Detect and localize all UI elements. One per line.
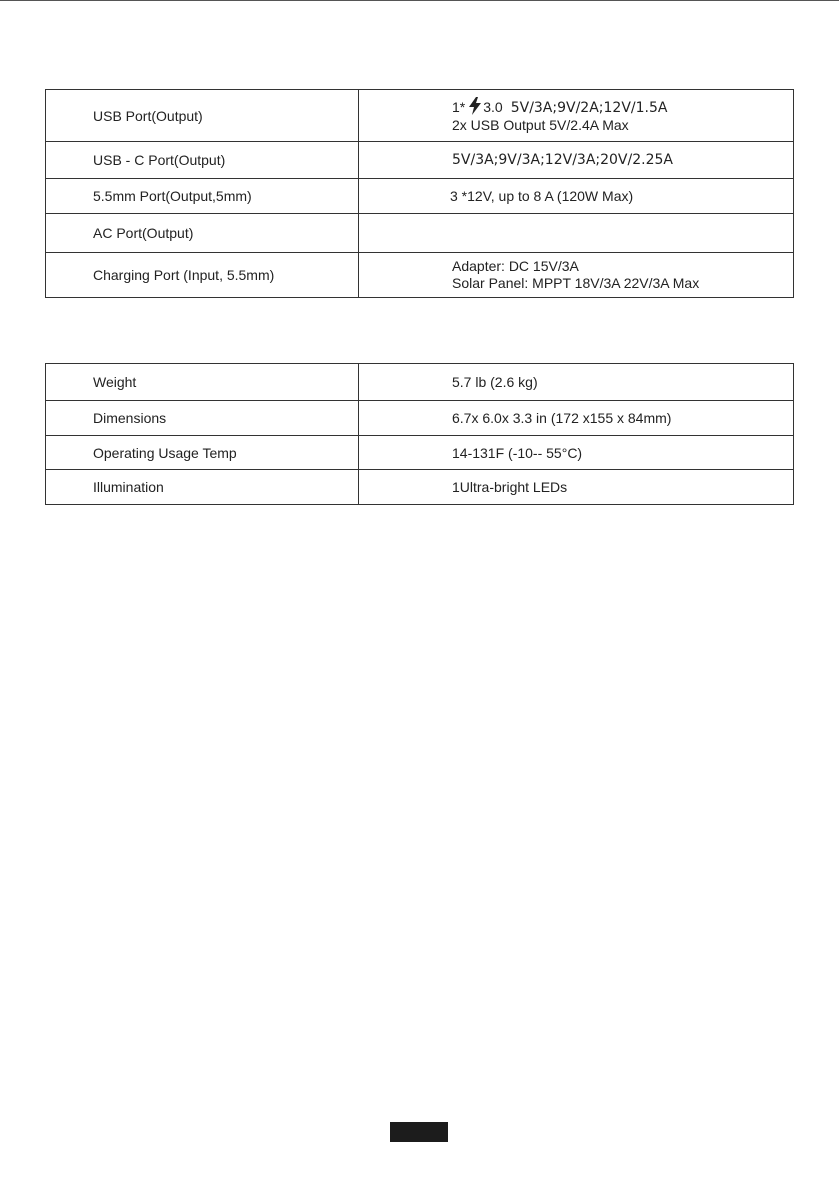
spec-label: Dimensions — [46, 401, 359, 436]
spec-value: 1Ultra-bright LEDs — [359, 470, 794, 505]
spec-label: AC Port(Output) — [46, 214, 359, 253]
table-row — [46, 142, 794, 179]
spec-value-charging — [359, 253, 794, 298]
usb-value-line-1 — [452, 97, 793, 117]
spec-value: 3 *12V, up to 8 A (120W Max) — [359, 179, 794, 214]
spec-value: 5.7 lb (2.6 kg) — [359, 364, 794, 401]
table-row — [46, 90, 794, 142]
table-row — [46, 179, 794, 214]
spec-label: USB Port(Output) — [46, 90, 359, 142]
table-row — [46, 401, 794, 436]
usb-count: 1* — [452, 99, 466, 115]
spec-value: 14-131F (-10-- 55°C) — [359, 436, 794, 470]
spec-label: Operating Usage Temp — [46, 436, 359, 470]
spec-label: 5.5mm Port(Output,5mm) — [46, 179, 359, 214]
general-spec-table — [45, 363, 794, 505]
spec-label: Charging Port (Input, 5.5mm) — [46, 253, 359, 298]
charging-adapter: Adapter: DC 15V/3A — [452, 258, 579, 274]
lightning-bolt-icon — [469, 97, 481, 115]
spec-value — [359, 214, 794, 253]
usb-value-line-2: 2x USB Output 5V/2.4A Max — [452, 117, 629, 133]
spec-label: Weight — [46, 364, 359, 401]
usb-fast-output: 5V/3A;9V/2A;12V/1.5A — [510, 100, 668, 116]
page-top-rule — [0, 0, 839, 1]
spec-value: 6.7x 6.0x 3.3 in (172 x155 x 84mm) — [359, 401, 794, 436]
ports-spec-table — [45, 89, 794, 298]
quick-charge-version: 3.0 — [483, 99, 503, 115]
spec-label: Illumination — [46, 470, 359, 505]
spec-label: USB - C Port(Output) — [46, 142, 359, 179]
table-row — [46, 214, 794, 253]
spec-value: 5V/3A;9V/3A;12V/3A;20V/2.25A — [359, 142, 794, 179]
charging-solar: Solar Panel: MPPT 18V/3A 22V/3A Max — [452, 275, 700, 291]
spec-value-usb — [359, 90, 794, 142]
table-row — [46, 470, 794, 505]
page-number-box — [390, 1122, 448, 1142]
table-row — [46, 364, 794, 401]
table-row — [46, 253, 794, 298]
table-row — [46, 436, 794, 470]
